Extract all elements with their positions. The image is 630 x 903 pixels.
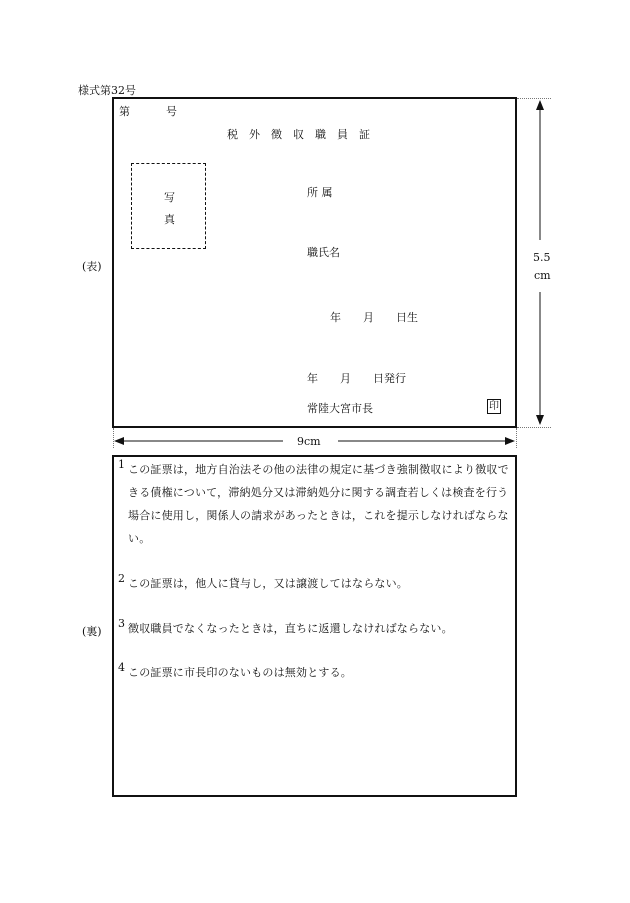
card-title: 税 外 徴 収 職 員 証 (227, 128, 370, 141)
issue-date-label: 年 月 日発行 (307, 372, 406, 385)
certificate-number-suffix: 号 (166, 105, 177, 118)
height-arrowhead-top (536, 100, 544, 110)
notice-item-3-number: 3 (118, 617, 125, 630)
seal-mark: 印 (489, 401, 499, 412)
notice-item-1-text: この証票は，地方自治法その他の法律の規定に基づき強制徴収により徴収できる債権について，滞納処分又は滞納処分に関する調査若しくは検査を行う場合に使用し，関係人の請求があったときは，これを提示しなければならない。 (128, 463, 509, 545)
notice-item-4-text: この証票に市長印のないものは無効とする。 (128, 666, 352, 679)
width-arrowhead-right (505, 437, 515, 445)
back-side-label: (裏) (82, 625, 102, 638)
photo-label-top: 写 (164, 191, 175, 204)
name-title-label: 職氏名 (307, 246, 340, 259)
notice-item-4-number: 4 (118, 661, 125, 674)
height-value: 5.5 (533, 251, 551, 264)
form-number-label: 様式第32号 (78, 84, 136, 97)
width-value: 9cm (297, 435, 321, 448)
notice-item-2 (118, 572, 513, 595)
birth-date-label: 年 月 日生 (330, 311, 418, 324)
notice-item-1 (118, 458, 513, 550)
notice-item-3-text: 徴収職員でなくなったときは，直ちに返還しなければならない。 (128, 622, 453, 635)
notice-item-4 (118, 661, 513, 684)
certificate-number-prefix: 第 (119, 105, 130, 118)
width-arrowhead-left (114, 437, 124, 445)
issuer-label: 常陸大宮市長 (307, 402, 373, 415)
affiliation-label: 所 属 (307, 186, 333, 199)
notice-item-1-number: 1 (118, 458, 125, 471)
height-arrowhead-bottom (536, 415, 544, 425)
notice-item-2-text: この証票は，他人に貸与し，又は譲渡してはならない。 (128, 577, 408, 590)
notice-item-3 (118, 617, 513, 640)
height-unit: cm (534, 269, 551, 282)
front-side-label: (表) (82, 260, 102, 273)
notice-item-2-number: 2 (118, 572, 125, 585)
photo-label-bottom: 真 (164, 213, 175, 226)
